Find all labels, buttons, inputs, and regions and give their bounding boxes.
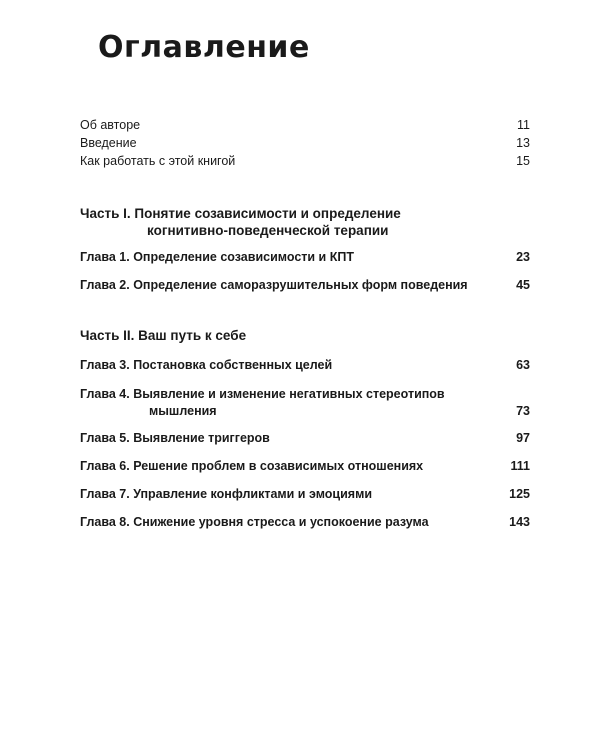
toc-entry-chapter-2[interactable] xyxy=(80,277,530,294)
toc-entry-label: Глава 3. Постановка собственных целей xyxy=(80,358,333,372)
toc-entry-page: 143 xyxy=(509,515,530,529)
toc-entry-page: 23 xyxy=(516,250,530,264)
toc-entry-page: 63 xyxy=(516,358,530,372)
toc-entry-how-to-use[interactable] xyxy=(80,153,530,170)
toc-entry-page: 15 xyxy=(516,154,530,168)
toc-entry-label: Глава 1. Определение созависимости и КПТ xyxy=(80,250,354,264)
toc-entry-label: Введение xyxy=(80,136,137,150)
toc-part-1-heading[interactable] xyxy=(80,205,530,239)
part-title-line2: когнитивно-поведенческой терапии xyxy=(147,223,389,238)
toc-entry-label: Глава 7. Управление конфликтами и эмоциями xyxy=(80,487,373,501)
toc-entry-chapter-3[interactable] xyxy=(80,357,530,374)
toc-entry-label: Глава 2. Определение саморазрушительных форм поведения xyxy=(80,278,468,292)
part-title-line1: Часть II. Ваш путь к себе xyxy=(80,328,247,343)
toc-entry-chapter-6[interactable] xyxy=(80,458,530,475)
toc-entry-chapter-1[interactable] xyxy=(80,249,530,266)
toc-entry-introduction[interactable] xyxy=(80,135,530,152)
toc-entry-label: Об авторе xyxy=(80,118,141,132)
toc-entry-chapter-5[interactable] xyxy=(80,430,530,447)
toc-entry-chapter-7[interactable] xyxy=(80,486,530,503)
toc-entry-label: Глава 5. Выявление триггеров xyxy=(80,431,270,445)
toc-entry-label: Глава 6. Решение проблем в созависимых отношениях xyxy=(80,459,424,473)
toc-entry-page: 11 xyxy=(517,118,530,132)
toc-entry-chapter-4[interactable] xyxy=(80,386,530,420)
toc-entry-page: 111 xyxy=(510,459,530,473)
page-title: Оглавление xyxy=(98,30,310,65)
toc-entry-page: 73 xyxy=(516,404,530,418)
toc-entry-page: 97 xyxy=(516,431,530,445)
toc-part-2-heading[interactable] xyxy=(80,327,530,344)
toc-entry-label: Как работать с этой книгой xyxy=(80,154,236,168)
part-title-line1: Часть I. Понятие созависимости и определение xyxy=(80,206,401,221)
toc-entry-page: 45 xyxy=(516,278,530,292)
toc-entry-chapter-8[interactable] xyxy=(80,514,530,531)
toc-entry-about-author[interactable] xyxy=(80,117,530,134)
toc-entry-page: 13 xyxy=(516,136,530,150)
toc-entry-label: Глава 4. Выявление и изменение негативных стереотипов xyxy=(80,387,445,401)
toc-entry-label: Глава 8. Снижение уровня стресса и успокоение разума xyxy=(80,515,429,529)
toc-entry-page: 125 xyxy=(509,487,530,501)
toc-entry-label-continuation: мышления xyxy=(149,404,217,418)
